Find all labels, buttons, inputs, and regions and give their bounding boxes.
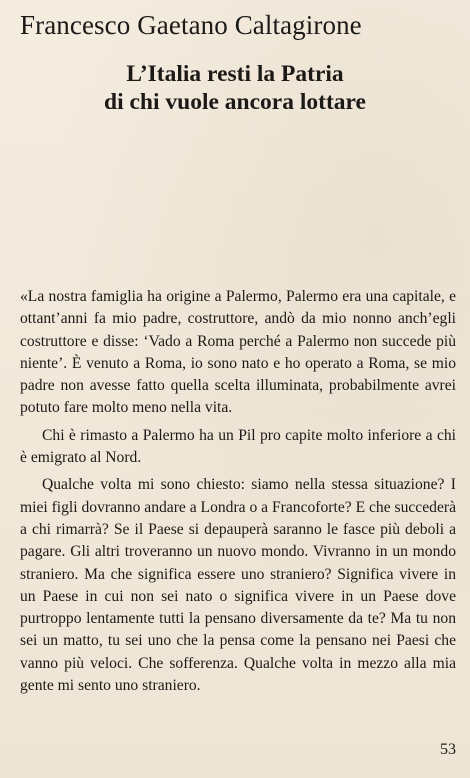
- author-name: Francesco Gaetano Caltagirone: [20, 10, 362, 40]
- body-text: [20, 286, 456, 697]
- paragraph: Qualche volta mi sono chiesto: siamo nella stessa situazione? I miei figli dovranno andare a Londra o a Francoforte? E che succederà a chi rimarrà? Se il Paese si depauperà saranno le fasce più deboli a pagare. Gli altri troveranno un nuovo mondo. Vivranno in un mondo straniero. Ma che significa essere uno straniero? Significa vivere in un Paese in cui non sei nato o significa vivere in un Paese dove purtroppo lentamente tutti la pensano diversamente da te? Ma tu non sei un matto, tu sei uno che la pensa come la pensano nei Paesi che vanno più veloci. Che sofferenza. Qualche volta in mezzo alla mia gente mi sento uno straniero.: [20, 476, 456, 695]
- page-number: 53: [440, 741, 456, 758]
- title-line-2: di chi vuole ancora lottare: [104, 89, 366, 115]
- title-line-1: L’Italia resti la Patria: [126, 61, 344, 87]
- chapter-title: [0, 60, 470, 116]
- paragraph: Chi è rimasto a Palermo ha un Pil pro capite molto inferiore a chi è emigrato al Nord.: [20, 426, 456, 467]
- paragraph: «La nostra famiglia ha origine a Palermo, Palermo era una capitale, e ottant’anni fa mio padre, costruttore, andò da mio nonno anch’egli costruttore e disse: ‘Vado a Roma perché a Palermo non succede più niente’. È venuto a Roma, io sono nato e ho operato a Roma, se mio padre non avesse fatto quella scelta illuminata, probabilmente avrei potuto fare molto meno nella vita.: [20, 288, 456, 417]
